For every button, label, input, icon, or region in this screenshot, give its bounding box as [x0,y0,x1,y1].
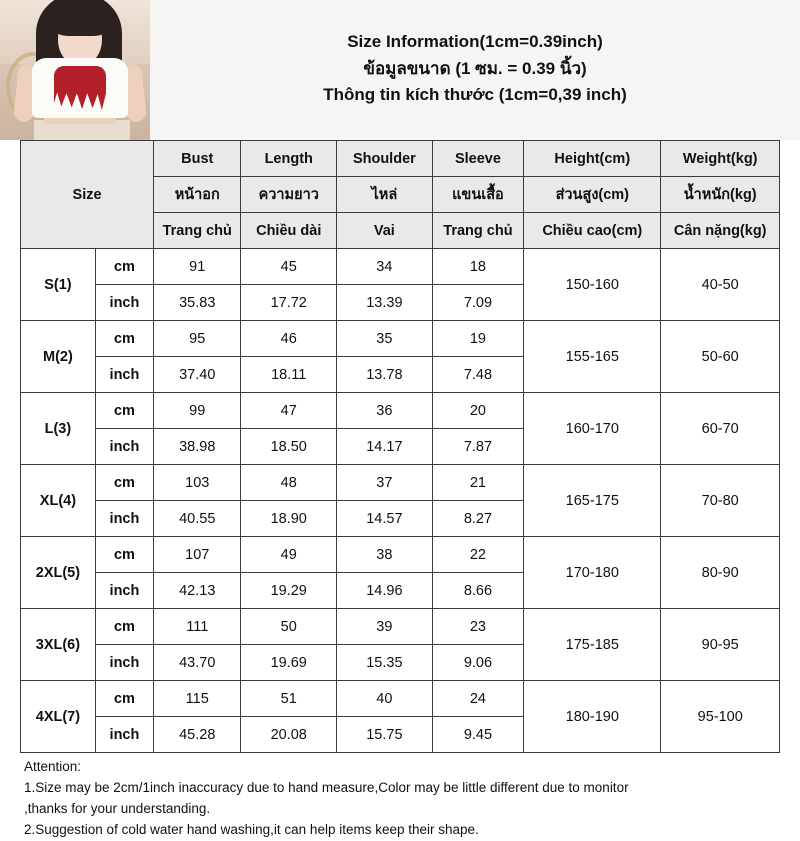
cell-bust-inch: 42.13 [154,573,241,609]
cell-shoulder-cm: 36 [337,393,433,429]
cell-sleeve-inch: 9.06 [432,645,523,681]
cell-weight: 90-95 [661,609,780,681]
col-header-length-en: Length [241,141,337,177]
cell-shoulder-cm: 39 [337,609,433,645]
cell-shoulder-inch: 14.57 [337,501,433,537]
cell-sleeve-inch: 8.66 [432,573,523,609]
cell-shoulder-cm: 37 [337,465,433,501]
cell-sleeve-cm: 22 [432,537,523,573]
row-unit-cm: cm [95,609,153,645]
cell-length-inch: 18.50 [241,429,337,465]
attention-block [20,753,780,841]
cell-bust-cm: 95 [154,321,241,357]
cell-sleeve-cm: 21 [432,465,523,501]
cell-height: 170-180 [524,537,661,609]
title-en: Size Information(1cm=0.39inch) [347,32,603,52]
row-unit-cm: cm [95,537,153,573]
cell-length-inch: 19.29 [241,573,337,609]
cell-sleeve-inch: 7.48 [432,357,523,393]
row-unit-inch: inch [95,573,153,609]
row-unit-cm: cm [95,465,153,501]
cell-length-cm: 46 [241,321,337,357]
cell-sleeve-cm: 20 [432,393,523,429]
col-header-bust-en: Bust [154,141,241,177]
row-size-label: M(2) [21,321,96,393]
cell-length-inch: 18.11 [241,357,337,393]
col-header-weight-en: Weight(kg) [661,141,780,177]
title-th: ข้อมูลขนาด (1 ซม. = 0.39 นิ้ว) [363,58,587,78]
cell-shoulder-cm: 35 [337,321,433,357]
col-header-bust-vi: Trang chủ [154,213,241,249]
cell-bust-cm: 99 [154,393,241,429]
cell-length-cm: 51 [241,681,337,717]
col-header-sleeve-en: Sleeve [432,141,523,177]
cell-length-inch: 18.90 [241,501,337,537]
cell-length-inch: 19.69 [241,645,337,681]
row-size-label: XL(4) [21,465,96,537]
cell-length-inch: 17.72 [241,285,337,321]
cell-height: 165-175 [524,465,661,537]
cell-shoulder-inch: 13.39 [337,285,433,321]
row-unit-inch: inch [95,717,153,753]
cell-shoulder-inch: 15.75 [337,717,433,753]
cell-sleeve-cm: 23 [432,609,523,645]
cell-height: 175-185 [524,609,661,681]
cell-bust-cm: 103 [154,465,241,501]
cell-weight: 70-80 [661,465,780,537]
table-row [21,249,780,285]
table-row [21,321,780,357]
cell-height: 180-190 [524,681,661,753]
product-photo [0,0,150,140]
cell-weight: 50-60 [661,321,780,393]
col-header-sleeve-vi: Trang chủ [432,213,523,249]
cell-weight: 80-90 [661,537,780,609]
cell-height: 155-165 [524,321,661,393]
row-unit-inch: inch [95,429,153,465]
col-header-shoulder-en: Shoulder [337,141,433,177]
table-row [21,393,780,429]
cell-weight: 95-100 [661,681,780,753]
cell-length-cm: 50 [241,609,337,645]
col-header-bust-th: หน้าอก [154,177,241,213]
cell-length-cm: 49 [241,537,337,573]
cell-bust-inch: 40.55 [154,501,241,537]
cell-sleeve-cm: 19 [432,321,523,357]
col-header-height-th: ส่วนสูง(cm) [524,177,661,213]
row-unit-cm: cm [95,681,153,717]
cell-length-cm: 48 [241,465,337,501]
cell-height: 150-160 [524,249,661,321]
col-header-height-vi: Chiều cao(cm) [524,213,661,249]
cell-weight: 60-70 [661,393,780,465]
row-unit-inch: inch [95,285,153,321]
cell-length-cm: 47 [241,393,337,429]
cell-shoulder-cm: 34 [337,249,433,285]
cell-shoulder-inch: 13.78 [337,357,433,393]
cell-shoulder-inch: 15.35 [337,645,433,681]
cell-bust-inch: 35.83 [154,285,241,321]
cell-bust-inch: 43.70 [154,645,241,681]
cell-shoulder-inch: 14.96 [337,573,433,609]
col-header-sleeve-th: แขนเสื้อ [432,177,523,213]
attention-title: Attention: [24,759,82,774]
row-size-label: 2XL(5) [21,537,96,609]
col-header-weight-th: น้ำหนัก(kg) [661,177,780,213]
attention-line-1: 1.Size may be 2cm/1inch inaccuracy due to hand measure,Color may be little different due to monitor [24,779,629,795]
table-row [21,537,780,573]
row-size-label: S(1) [21,249,96,321]
col-header-shoulder-vi: Vai [337,213,433,249]
cell-bust-cm: 115 [154,681,241,717]
cell-height: 160-170 [524,393,661,465]
row-unit-inch: inch [95,645,153,681]
cell-bust-cm: 107 [154,537,241,573]
cell-weight: 40-50 [661,249,780,321]
col-header-length-th: ความยาว [241,177,337,213]
title-block [150,0,800,140]
col-header-length-vi: Chiều dài [241,213,337,249]
col-header-weight-vi: Cân nặng(kg) [661,213,780,249]
row-unit-inch: inch [95,501,153,537]
cell-sleeve-inch: 7.87 [432,429,523,465]
attention-line-3: 2.Suggestion of cold water hand washing,it can help items keep their shape. [24,821,479,837]
cell-sleeve-inch: 8.27 [432,501,523,537]
table-row [21,609,780,645]
col-header-height-en: Height(cm) [524,141,661,177]
cell-sleeve-inch: 9.45 [432,717,523,753]
cell-bust-cm: 111 [154,609,241,645]
size-header-cell: Size [21,141,154,249]
row-unit-cm: cm [95,249,153,285]
cell-sleeve-cm: 18 [432,249,523,285]
cell-length-cm: 45 [241,249,337,285]
row-unit-cm: cm [95,393,153,429]
title-vi: Thông tin kích thước (1cm=0,39 inch) [323,85,627,105]
cell-sleeve-cm: 24 [432,681,523,717]
cell-bust-inch: 38.98 [154,429,241,465]
row-unit-inch: inch [95,357,153,393]
attention-line-2: ,thanks for your understanding. [24,800,211,816]
cell-bust-inch: 37.40 [154,357,241,393]
cell-shoulder-inch: 14.17 [337,429,433,465]
row-size-label: L(3) [21,393,96,465]
cell-bust-inch: 45.28 [154,717,241,753]
row-unit-cm: cm [95,321,153,357]
row-size-label: 3XL(6) [21,609,96,681]
cell-sleeve-inch: 7.09 [432,285,523,321]
header-row-en [21,141,780,177]
col-header-shoulder-th: ไหล่ [337,177,433,213]
cell-shoulder-cm: 38 [337,537,433,573]
cell-shoulder-cm: 40 [337,681,433,717]
table-row [21,681,780,717]
size-table [20,140,780,753]
header [0,0,800,140]
cell-length-inch: 20.08 [241,717,337,753]
table-row [21,465,780,501]
cell-bust-cm: 91 [154,249,241,285]
row-size-label: 4XL(7) [21,681,96,753]
